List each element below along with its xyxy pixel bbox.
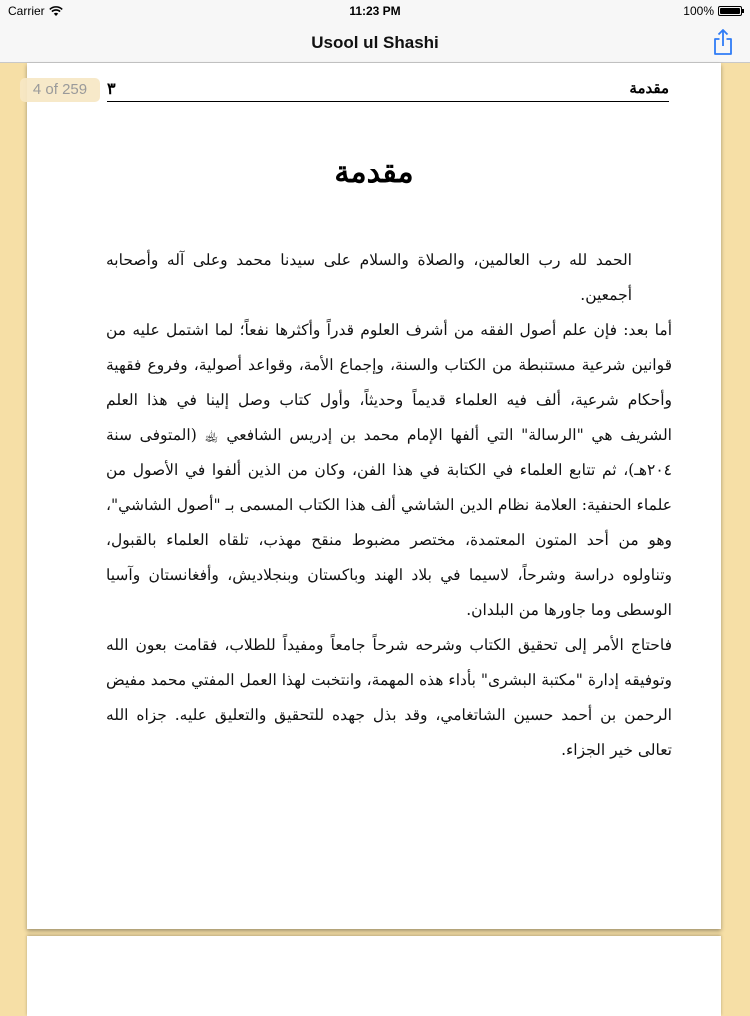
navigation-bar xyxy=(0,22,750,63)
page-body-text xyxy=(106,243,672,768)
page-indicator: 4 of 259 xyxy=(20,78,100,102)
battery-percent: 100% xyxy=(683,4,714,18)
paragraph: أما بعد: فإن علم أصول الفقه من أشرف العلوم قدراً وأكثرها نفعاً؛ لما اشتمل عليه من قوانين شرعية مستنبطة من الكتاب والسنة، وإجماع الأمة، وقواعد أصولية، وفروع فقهية وأحكام شرعية، ألف فيه العلماء قديماً وحديثاً، وأول كتاب وصل إلينا في هذا العلم الشريف هي "الرسالة" التي ألفها الإمام محمد بن إدريس الشافعي ﵀ (المتوفى سنة ٢٠٤هـ)، ثم تتابع العلماء في الكتابة في هذا الفن، وكان من الذين ألفوا في الأصول من علماء الحنفية: العلامة نظام الدين الشاشي ألف هذا الكتاب المسمى بـ "أصول الشاشي"، وهو من أحد المتون المعتمدة، مختصر مضبوط منقح مهذب، تلقاه العلماء بالقبول، وتناولوه دراسة وشرحاً، لاسيما في بلاد الهند وباكستان وبنجلاديش، وأفغانستان وآسيا الوسطى وما جاورها من البلدان. xyxy=(106,321,672,619)
header-section-title: مقدمة xyxy=(629,79,669,97)
chapter-title: مقدمة xyxy=(334,155,414,190)
share-button[interactable] xyxy=(710,27,736,57)
status-time: 11:23 PM xyxy=(349,4,401,18)
paragraph: فاحتاج الأمر إلى تحقيق الكتاب وشرحه شرحاً جامعاً ومفيداً للطلاب، فقامت بعون الله وتوفيقه إدارة "مكتبة البشرى" بأداء هذه المهمة، وانتخبت لهذا العمل المفتي محمد مفيض الرحمن بن أحمد حسين الشاتغامي، وقد بذل جهده للتحقيق والتعليق عليه. جزاه الله تعالى خير الجزاء. xyxy=(106,636,672,759)
paragraph: الحمد لله رب العالمين، والصلاة والسلام على سيدنا محمد وعلى آله وأصحابه أجمعين. xyxy=(106,251,632,304)
document-page[interactable] xyxy=(27,63,721,929)
header-page-number: ٣ xyxy=(107,79,116,98)
share-icon xyxy=(710,27,736,57)
page-header xyxy=(107,79,669,102)
carrier-label: Carrier xyxy=(8,4,45,18)
next-page-preview[interactable] xyxy=(27,936,721,1016)
battery-icon xyxy=(718,6,742,16)
document-title: Usool ul Shashi xyxy=(311,33,439,52)
battery-status xyxy=(683,4,742,18)
status-bar xyxy=(0,0,750,22)
